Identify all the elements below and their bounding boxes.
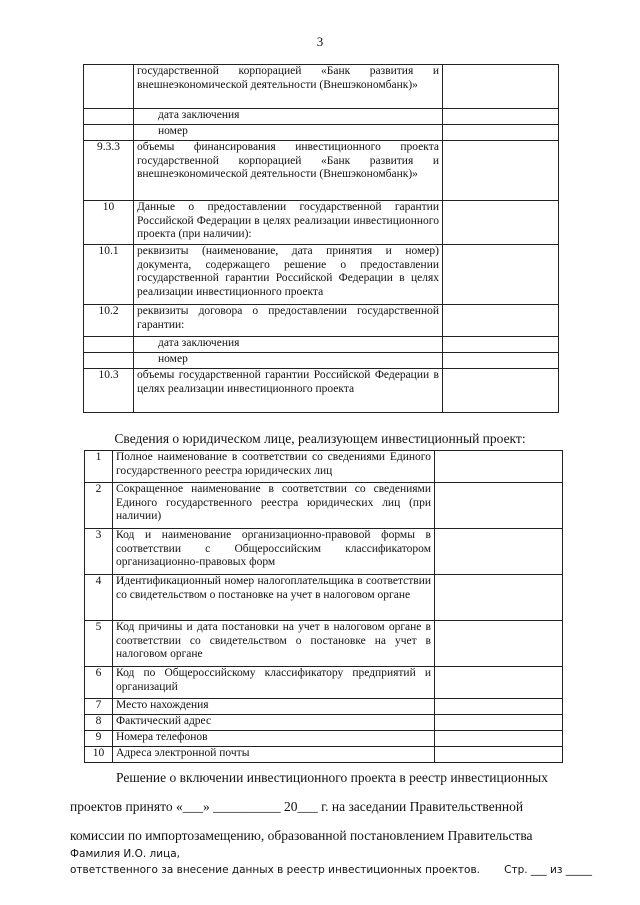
row-number: 10.3 [84,369,134,413]
row-value-cell [443,353,559,369]
row-number: 1 [85,451,113,483]
row-value-cell [443,201,559,245]
row-number: 3 [85,529,113,575]
decision-line-2: проектов принято «___» __________ 20___ г. на заседании Правительственной [70,799,524,814]
table-row [85,699,563,715]
row-value-cell [435,451,563,483]
row-number: 10.1 [84,245,134,305]
table-row [84,201,559,245]
row-number: 5 [85,621,113,667]
row-value-cell [435,699,563,715]
row-value-cell [443,245,559,305]
investment-project-table-continued [83,64,559,413]
footer-role-line: ответственного за внесение данных в реестр инвестиционных проектов. [70,864,480,876]
table-row [84,245,559,305]
row-description: Идентификационный номер налогоплательщика в соответствии со свидетельством о постановке на учет в налоговом органе [113,575,435,621]
row-number: 9 [85,731,113,747]
row-value-cell [435,575,563,621]
row-value-cell [435,747,563,763]
table-row [84,353,559,369]
row-description: Данные о предоставлении государственной гарантии Российской Федерации в целях реализации инвестиционного проекта (при наличии): [134,201,443,245]
row-value-cell [435,621,563,667]
row-description: Сокращенное наименование в соответствии со сведениями Единого государственного реестра юридических лиц (при наличии) [113,483,435,529]
decision-line-3: комиссии по импортозамещению, образованной постановлением Правительства [70,828,533,843]
row-description: номер [134,125,443,141]
row-number [84,65,134,109]
table-row [85,483,563,529]
table-row [84,125,559,141]
row-number: 7 [85,699,113,715]
row-value-cell [443,125,559,141]
row-description: дата заключения [134,337,443,353]
table-row [85,667,563,699]
table-row [84,337,559,353]
table-row [84,305,559,337]
row-value-cell [435,529,563,575]
table-row [84,65,559,109]
row-description: Полное наименование в соответствии со сведениями Единого государственного реестра юридических лиц [113,451,435,483]
row-description: Номера телефонов [113,731,435,747]
row-description: Код и наименование организационно-правовой формы в соответствии с Общероссийским классификатором организационно-правовых форм [113,529,435,575]
row-number [84,109,134,125]
row-value-cell [435,667,563,699]
row-number: 6 [85,667,113,699]
table-row [85,529,563,575]
row-description: Место нахождения [113,699,435,715]
row-value-cell [443,141,559,201]
section-heading: Сведения о юридическом лице, реализующем инвестиционный проект: [114,431,526,446]
row-number: 8 [85,715,113,731]
table-row [85,575,563,621]
row-value-cell [443,109,559,125]
row-value-cell [443,337,559,353]
row-number: 9.3.3 [84,141,134,201]
row-description: реквизиты (наименование, дата принятия и номер) документа, содержащего решение о предоставлении государственной гарантии Российской Федерации в целях реализации инвестиционного проекта [134,245,443,305]
row-value-cell [443,65,559,109]
table-row [85,715,563,731]
row-number: 10.2 [84,305,134,337]
row-description: объемы финансирования инвестиционного проекта государственной корпорацией «Банк развития и внешнеэкономической деятельности (Внешэкономбанк)» [134,141,443,201]
table-row [84,141,559,201]
row-description: государственной корпорацией «Банк развития и внешнеэкономической деятельности (Внешэкономбанк)» [134,65,443,109]
row-description: реквизиты договора о предоставлении государственной гарантии: [134,305,443,337]
row-value-cell [435,731,563,747]
footer-name-line: Фамилия И.О. лица, [70,848,180,860]
table-row [85,731,563,747]
row-number: 10 [84,201,134,245]
row-description: объемы государственной гарантии Российской Федерации в целях реализации инвестиционного проекта [134,369,443,413]
page-number: 3 [316,34,324,49]
row-number [84,353,134,369]
row-description: дата заключения [134,109,443,125]
row-value-cell [435,483,563,529]
row-number: 10 [85,747,113,763]
row-description: Фактический адрес [113,715,435,731]
row-number [84,337,134,353]
footer-page-counter: Стр. ___ из _____ [504,864,592,876]
row-value-cell [443,305,559,337]
table-row [85,747,563,763]
table-row [84,369,559,413]
row-value-cell [435,715,563,731]
table-row [85,451,563,483]
row-number [84,125,134,141]
row-description: Адреса электронной почты [113,747,435,763]
row-description: Код по Общероссийскому классификатору предприятий и организаций [113,667,435,699]
row-description: номер [134,353,443,369]
row-value-cell [443,369,559,413]
table-row [85,621,563,667]
table-row [84,109,559,125]
row-number: 2 [85,483,113,529]
legal-entity-table [84,450,563,763]
decision-line-1: Решение о включении инвестиционного проекта в реестр инвестиционных [116,770,548,785]
row-number: 4 [85,575,113,621]
row-description: Код причины и дата постановки на учет в налоговом органе в соответствии со свидетельством о постановке на учет в налоговом органе [113,621,435,667]
